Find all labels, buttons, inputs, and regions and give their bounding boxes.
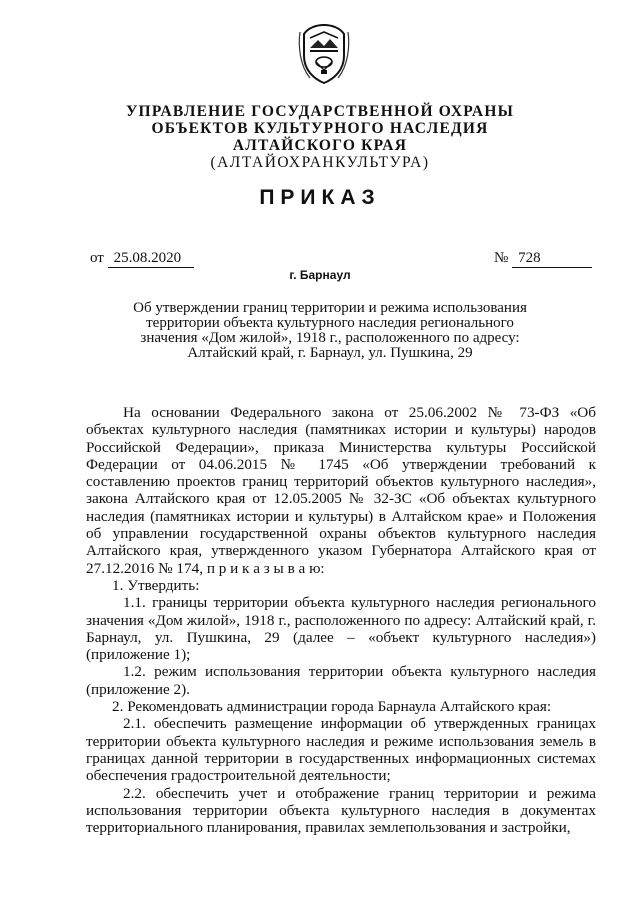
order-date [90,250,194,268]
city: г. Барнаул [289,268,351,282]
order-subject [120,301,540,361]
subject-line: Об утверждении границ территории и режима использования [133,300,527,316]
item-1: 1. Утвердить: [112,576,200,594]
preamble-paragraph [86,404,596,577]
item-1-1: 1.1. границы территории объекта культурного наследия регионального значения «Дом жилой», 1918 г., расположенного по адресу: Алтайский край, г. Барнаул, ул. Пушкина, 29 (далее – «объект культурного наследия») (приложение 1); [86,594,596,664]
item-2-1: 2.1. обеспечить размещение информации об утвержденных границах территории объекта культурного наследия и режиме использования земель в границах данной территории в государственных информационных системах обеспечения градостроительной деятельности; [86,715,596,785]
org-name-line2: ОБЪЕКТОВ КУЛЬТУРНОГО НАСЛЕДИЯ [151,120,489,137]
subject-line: значения «Дом жилой», 1918 г., расположенного по адресу: [140,330,520,346]
org-name-line1: УПРАВЛЕНИЕ ГОСУДАРСТВЕННОЙ ОХРАНЫ [125,103,514,120]
altai-krai-coat-of-arms-icon [296,22,352,86]
number-value: 728 [512,250,592,268]
org-short-name: (АЛТАЙОХРАНКУЛЬТУРА) [210,154,430,171]
org-name-line3: АЛТАЙСКОГО КРАЯ [232,137,408,154]
order-body [86,404,596,836]
date-value: 25.08.2020 [108,250,194,268]
number-prefix: № [494,250,509,266]
item-1-2: 1.2. режим использования территории объекта культурного наследия (приложение 2). [86,663,596,698]
document-title: ПРИКАЗ [259,186,381,209]
item-2: 2. Рекомендовать администрации города Барнаула Алтайского края: [112,698,552,716]
order-number [494,250,592,268]
subject-line: территории объекта культурного наследия регионального [146,315,514,331]
date-prefix: от [90,250,104,266]
item-2-2: 2.2. обеспечить учет и отображение границ территории и режима использования территории объекта культурного наследия в документах территориального планирования, правилах землепользования и застройки, [86,784,596,837]
order-word: п р и к а з ы в а ю: [206,559,325,577]
subject-line: Алтайский край, г. Барнаул, ул. Пушкина, 29 [187,345,473,361]
preamble-text: На основании Федерального закона от 25.06.2002 № 73-ФЗ «Об объектах культурного наследия (памятниках истории и культуры) народов Российской Федерации», приказа Министерства культуры Российской Федерации от 04.06.2015 № 1745 «Об утверждении требований к составлению проектов границ территорий объектов культурного наследия», закона Алтайского края от 12.05.2005 № 32-ЗС «Об объектах культурного наследия (памятниках истории и культуры) в Алтайском крае» и Положения об управлении государственной охраны объектов культурного наследия Алтайского края, утвержденного указом Губернатора Алтайского края от 27.12.2016 № 174, [86,404,596,577]
